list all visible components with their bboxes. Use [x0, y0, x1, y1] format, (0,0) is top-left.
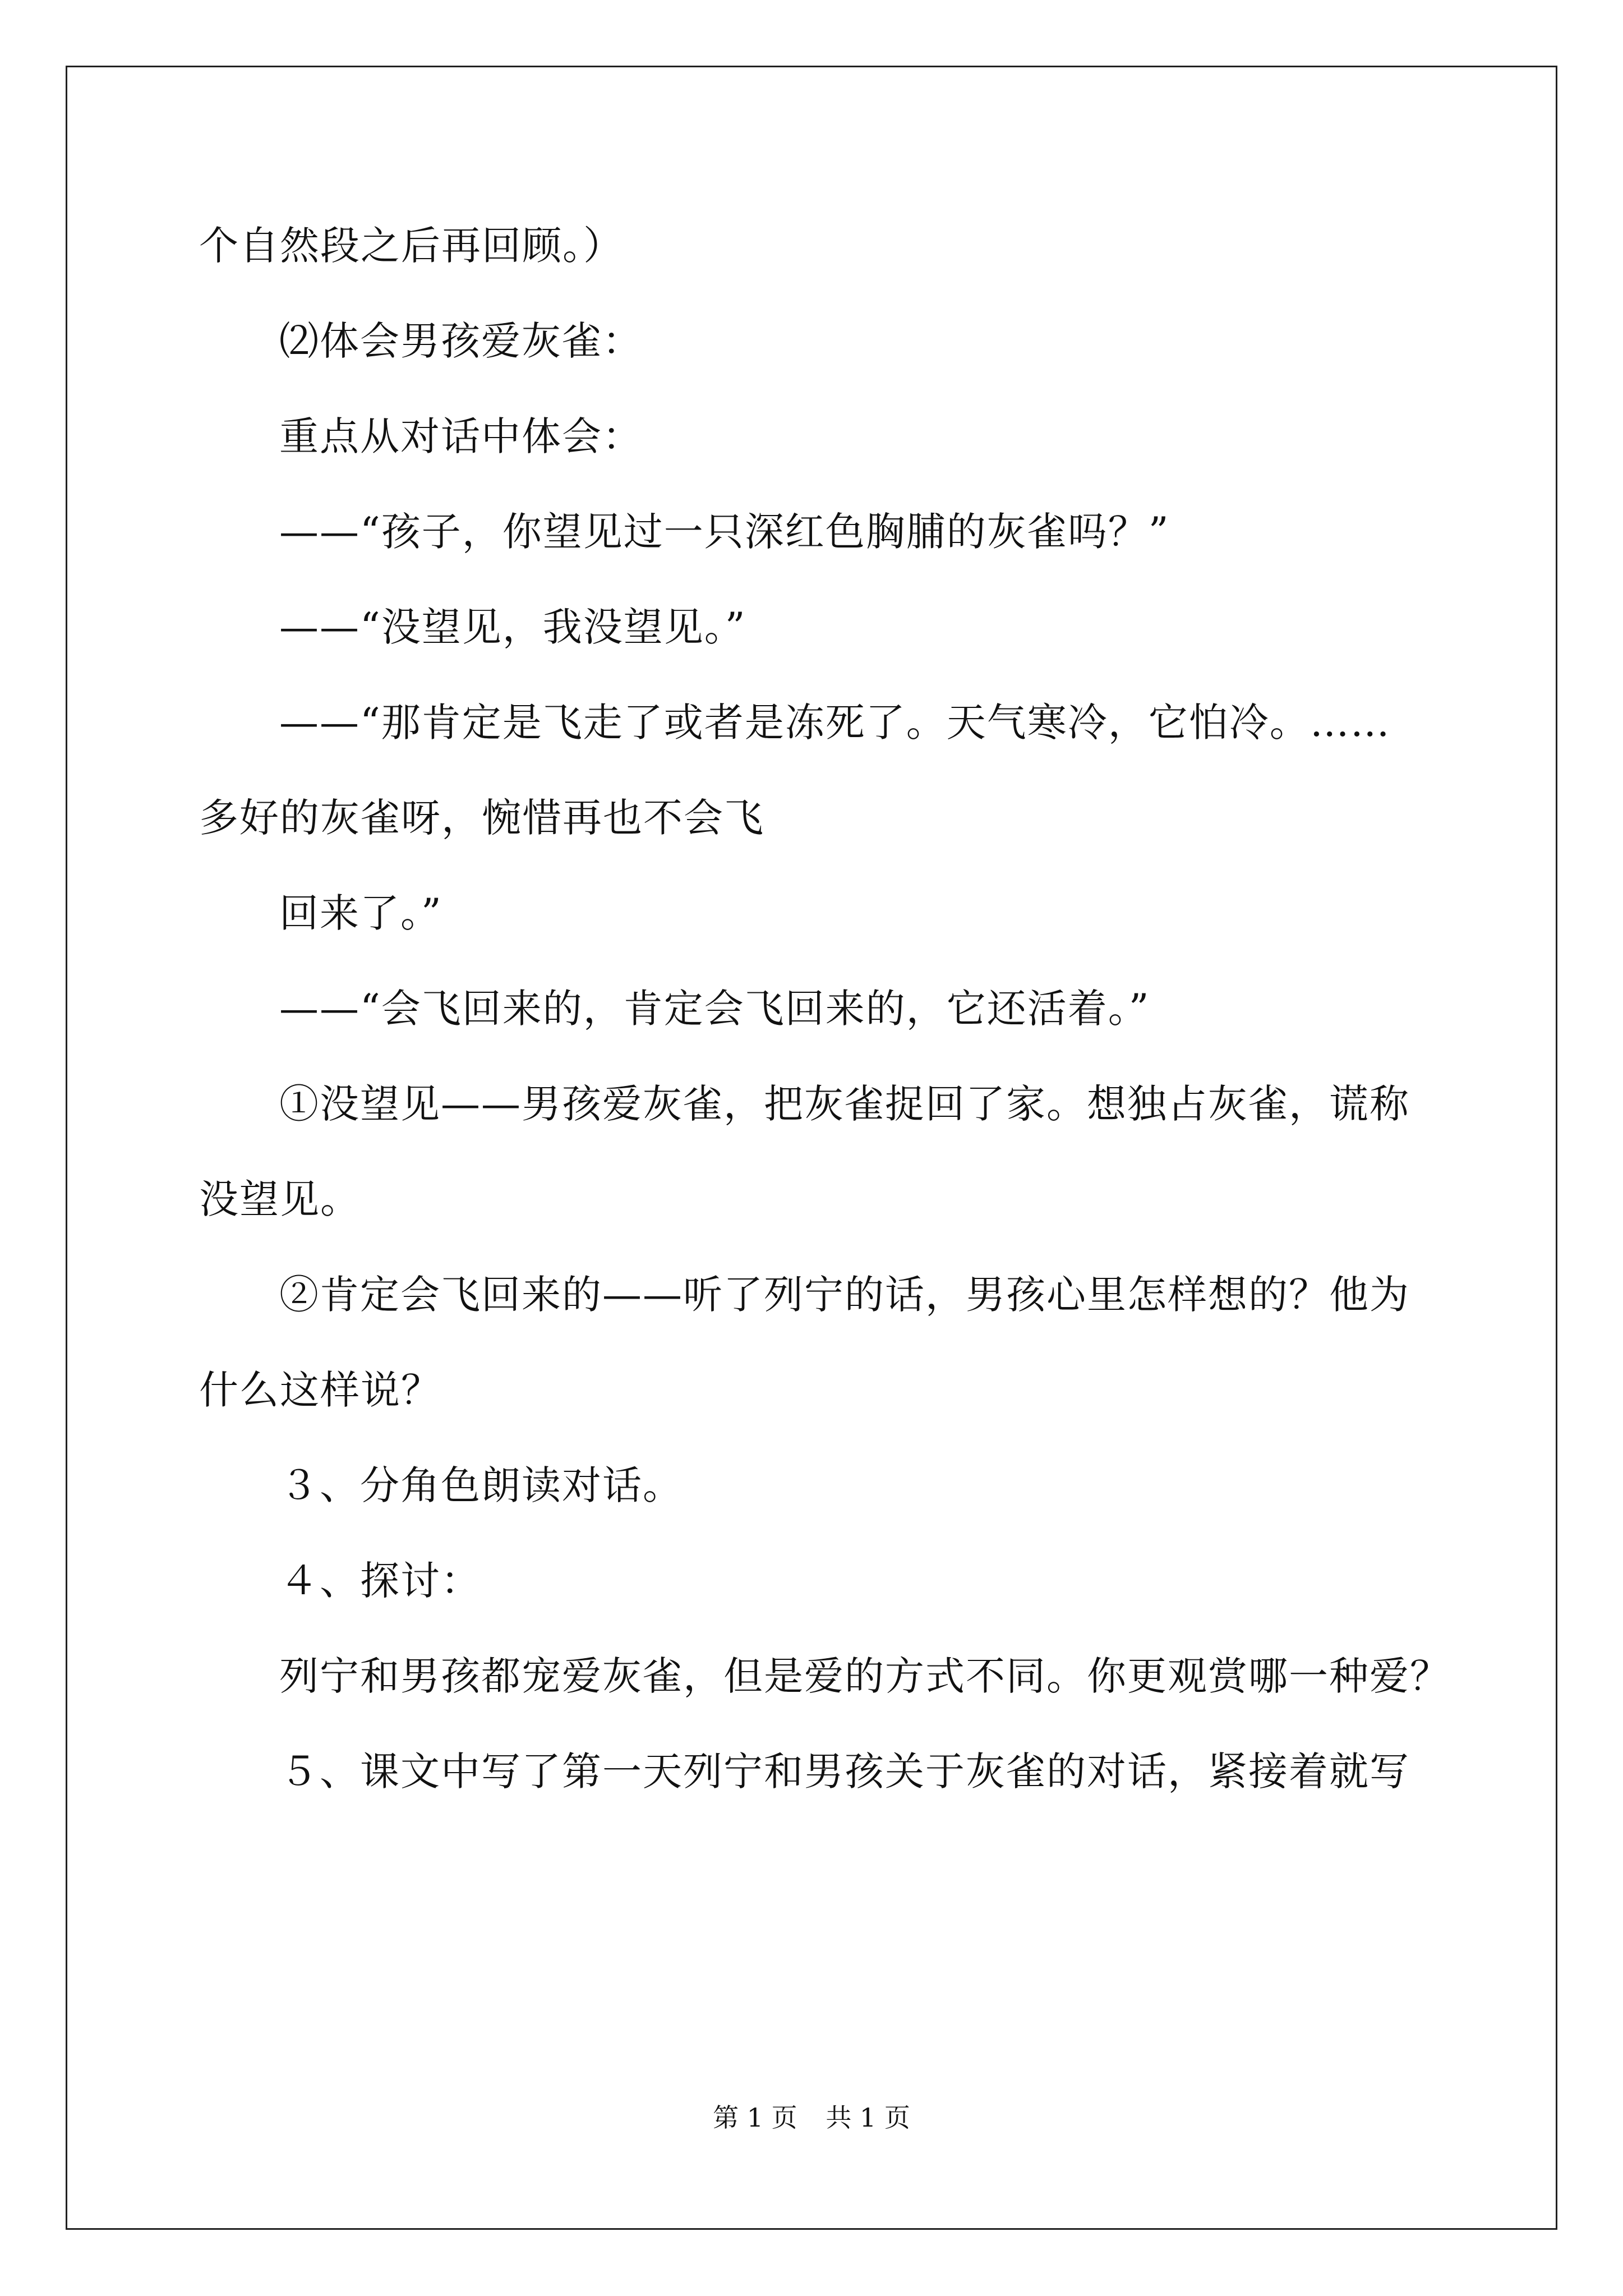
- text-line-13: 什么这样说？: [199, 1367, 441, 1413]
- text-line-3: 重点从对话中体会：: [279, 413, 643, 459]
- text-line-17: ５、课文中写了第一天列宁和男孩关于灰雀的对话，紧接着就写: [279, 1749, 1410, 1795]
- text-line-5: ——“没望见，我没望见。”: [279, 604, 746, 650]
- text-line-8: 回来了。”: [279, 890, 442, 936]
- text-line-15: ４、探讨：: [279, 1558, 481, 1604]
- text-line-2: ⑵体会男孩爱灰雀：: [279, 318, 643, 364]
- text-line-4: ——“孩子，你望见过一只深红色胸脯的灰雀吗？”: [279, 509, 1170, 555]
- text-line-1: 个自然段之后再回顾。）: [199, 223, 624, 269]
- text-line-16: 列宁和男孩都宠爱灰雀，但是爱的方式不同。你更观赏哪一种爱？: [279, 1653, 1450, 1699]
- page-border: [66, 66, 1557, 2230]
- text-line-10: ①没望见——男孩爱灰雀，把灰雀捉回了家。想独占灰雀，谎称: [279, 1081, 1410, 1127]
- text-line-6: ——“那肯定是飞走了或者是冻死了。天气寒冷，它怕冷。……: [279, 700, 1391, 746]
- text-line-9: ——“会飞回来的，肯定会飞回来的，它还活着。”: [279, 986, 1150, 1032]
- page-total: 共 1 页: [826, 2102, 910, 2133]
- text-line-11: 没望见。: [199, 1176, 361, 1222]
- page-number: 第 1 页: [713, 2102, 797, 2133]
- text-line-12: ②肯定会飞回来的——听了列宁的话，男孩心里怎样想的？他为: [279, 1272, 1410, 1318]
- page-footer: [0, 2101, 1623, 2134]
- text-line-14: ３、分角色朗读对话。: [279, 1462, 683, 1508]
- text-line-7: 多好的灰雀呀，惋惜再也不会飞: [199, 795, 764, 841]
